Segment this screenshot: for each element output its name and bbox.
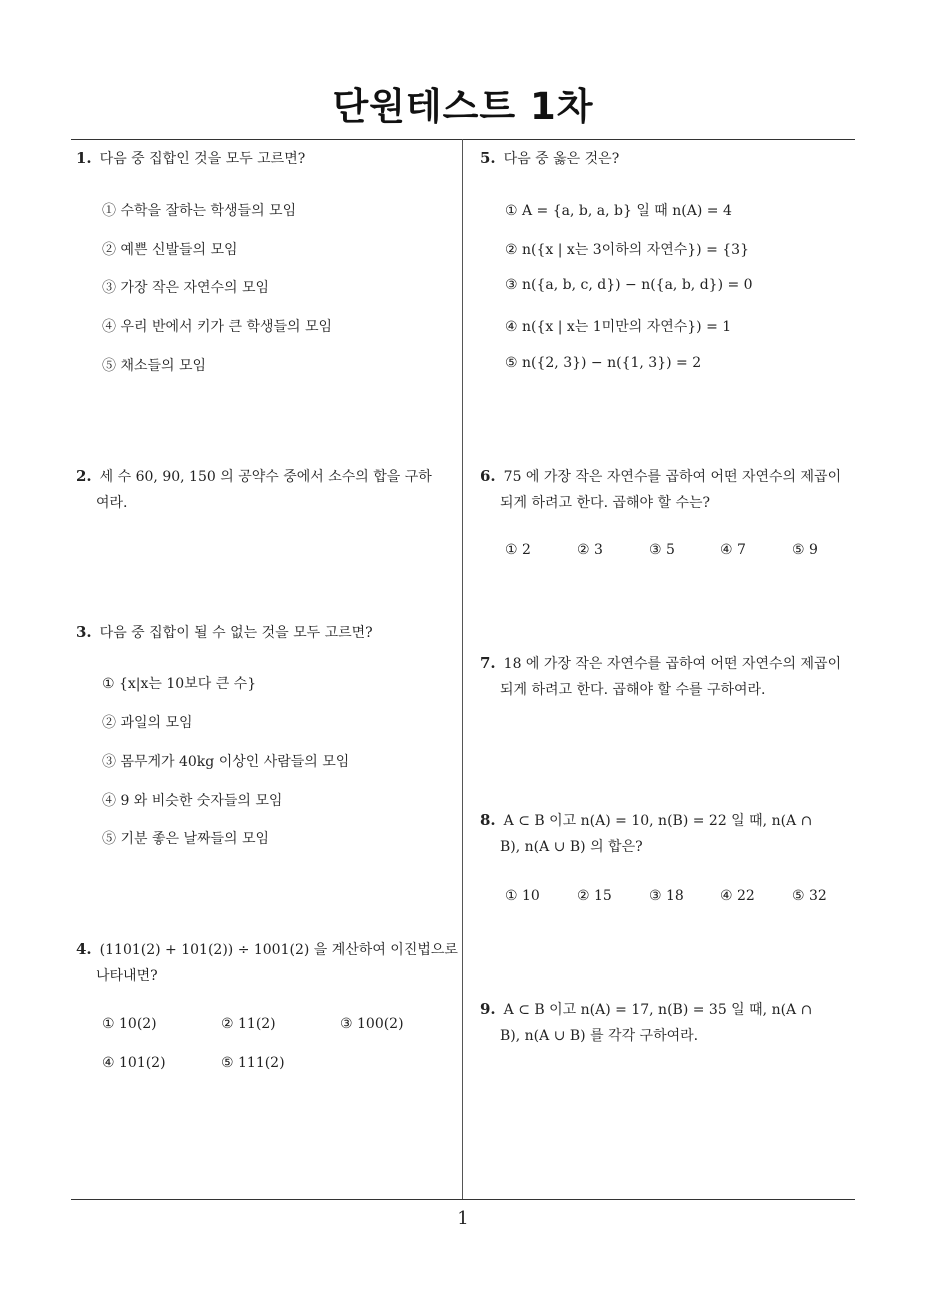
question-text: 다음 중 집합인 것을 모두 고르면? xyxy=(99,151,306,167)
option[interactable]: ② 과일의 모임 xyxy=(102,715,193,731)
option[interactable]: ③ 가장 작은 자연수의 모임 xyxy=(102,280,270,296)
page-number: 1 xyxy=(457,1208,469,1229)
question-2 xyxy=(76,463,458,516)
option[interactable]: ① A = {a, b, a, b} 일 때 n(A) = 4 xyxy=(505,203,732,219)
question-number: 2. xyxy=(76,467,92,485)
question-number: 7. xyxy=(480,654,496,672)
column-divider xyxy=(462,139,463,1200)
option[interactable]: ② 11(2) xyxy=(221,1016,276,1032)
question-text-line1: 75 에 가장 작은 자연수를 곱하여 어떤 자연수의 제곱이 xyxy=(503,469,842,485)
top-rule xyxy=(71,139,855,140)
option[interactable]: ⑤ n({2, 3}) − n({1, 3}) = 2 xyxy=(505,355,702,371)
option[interactable]: ④ 9 와 비슷한 숫자들의 모임 xyxy=(102,793,283,809)
option[interactable]: ⑤ 111(2) xyxy=(221,1055,285,1071)
question-text-line1: A ⊂ B 이고 n(A) = 17, n(B) = 35 일 때, n(A ∩ xyxy=(503,1002,813,1018)
option[interactable]: ③ 5 xyxy=(649,542,675,558)
option[interactable]: ① 수학을 잘하는 학생들의 모임 xyxy=(102,203,297,219)
option[interactable]: ④ 우리 반에서 키가 큰 학생들의 모임 xyxy=(102,319,333,335)
option[interactable]: ① 2 xyxy=(505,542,531,558)
question-1 xyxy=(76,145,456,172)
question-text-line1: A ⊂ B 이고 n(A) = 10, n(B) = 22 일 때, n(A ∩ xyxy=(503,813,813,829)
question-text-line1: 18 에 가장 작은 자연수를 곱하여 어떤 자연수의 제곱이 xyxy=(503,656,842,672)
question-9 xyxy=(480,996,862,1049)
bottom-rule xyxy=(71,1199,855,1200)
option[interactable]: ③ 몸무게가 40kg 이상인 사람들의 모임 xyxy=(102,754,350,770)
option[interactable]: ⑤ 9 xyxy=(792,542,818,558)
question-text-line2: B), n(A ∪ B) 를 각각 구하여라. xyxy=(500,1028,699,1044)
option[interactable]: ④ n({x | x는 1미만의 자연수}) = 1 xyxy=(505,319,732,335)
option[interactable]: ② 15 xyxy=(577,888,612,904)
question-text: 다음 중 집합이 될 수 없는 것을 모두 고르면? xyxy=(99,625,373,641)
option[interactable]: ③ 100(2) xyxy=(340,1016,404,1032)
option[interactable]: ② 3 xyxy=(577,542,603,558)
question-number: 4. xyxy=(76,940,92,958)
question-number: 5. xyxy=(480,149,496,167)
question-number: 6. xyxy=(480,467,496,485)
question-number: 9. xyxy=(480,1000,496,1018)
option[interactable]: ③ n({a, b, c, d}) − n({a, b, d}) = 0 xyxy=(505,277,753,293)
option[interactable]: ③ 18 xyxy=(649,888,684,904)
option[interactable]: ⑤ 기분 좋은 날짜들의 모임 xyxy=(102,831,270,847)
question-4 xyxy=(76,936,458,989)
option[interactable]: ① 10(2) xyxy=(102,1016,157,1032)
question-text-line2: 되게 하려고 한다. 곱해야 할 수는? xyxy=(500,495,711,511)
question-3 xyxy=(76,619,456,646)
option[interactable]: ① {x|x는 10보다 큰 수} xyxy=(102,676,257,692)
question-number: 3. xyxy=(76,623,92,641)
page-title: 단원테스트 1차 xyxy=(332,85,594,128)
option[interactable]: ① 10 xyxy=(505,888,540,904)
option[interactable]: ④ 7 xyxy=(720,542,746,558)
question-text-line2: 되게 하려고 한다. 곱해야 할 수를 구하여라. xyxy=(500,682,766,698)
option[interactable]: ② 예쁜 신발들의 모임 xyxy=(102,242,238,258)
question-6 xyxy=(480,463,862,516)
option[interactable]: ⑤ 32 xyxy=(792,888,827,904)
question-8 xyxy=(480,807,862,860)
option[interactable]: ⑤ 채소들의 모임 xyxy=(102,358,207,374)
option[interactable]: ② n({x | x는 3이하의 자연수}) = {3} xyxy=(505,242,749,258)
question-text-line2: 여라. xyxy=(96,495,128,511)
question-7 xyxy=(480,650,862,703)
question-number: 1. xyxy=(76,149,92,167)
question-text-line1: (1101(2) + 101(2)) ÷ 1001(2) 을 계산하여 이진법으로 xyxy=(99,942,458,958)
question-text-line1: 세 수 60, 90, 150 의 공약수 중에서 소수의 합을 구하 xyxy=(99,469,432,485)
question-text: 다음 중 옳은 것은? xyxy=(503,151,620,167)
question-5 xyxy=(480,145,860,172)
option[interactable]: ④ 22 xyxy=(720,888,755,904)
question-number: 8. xyxy=(480,811,496,829)
option[interactable]: ④ 101(2) xyxy=(102,1055,166,1071)
question-text-line2: B), n(A ∪ B) 의 합은? xyxy=(500,839,643,855)
question-text-line2: 나타내면? xyxy=(96,968,158,984)
